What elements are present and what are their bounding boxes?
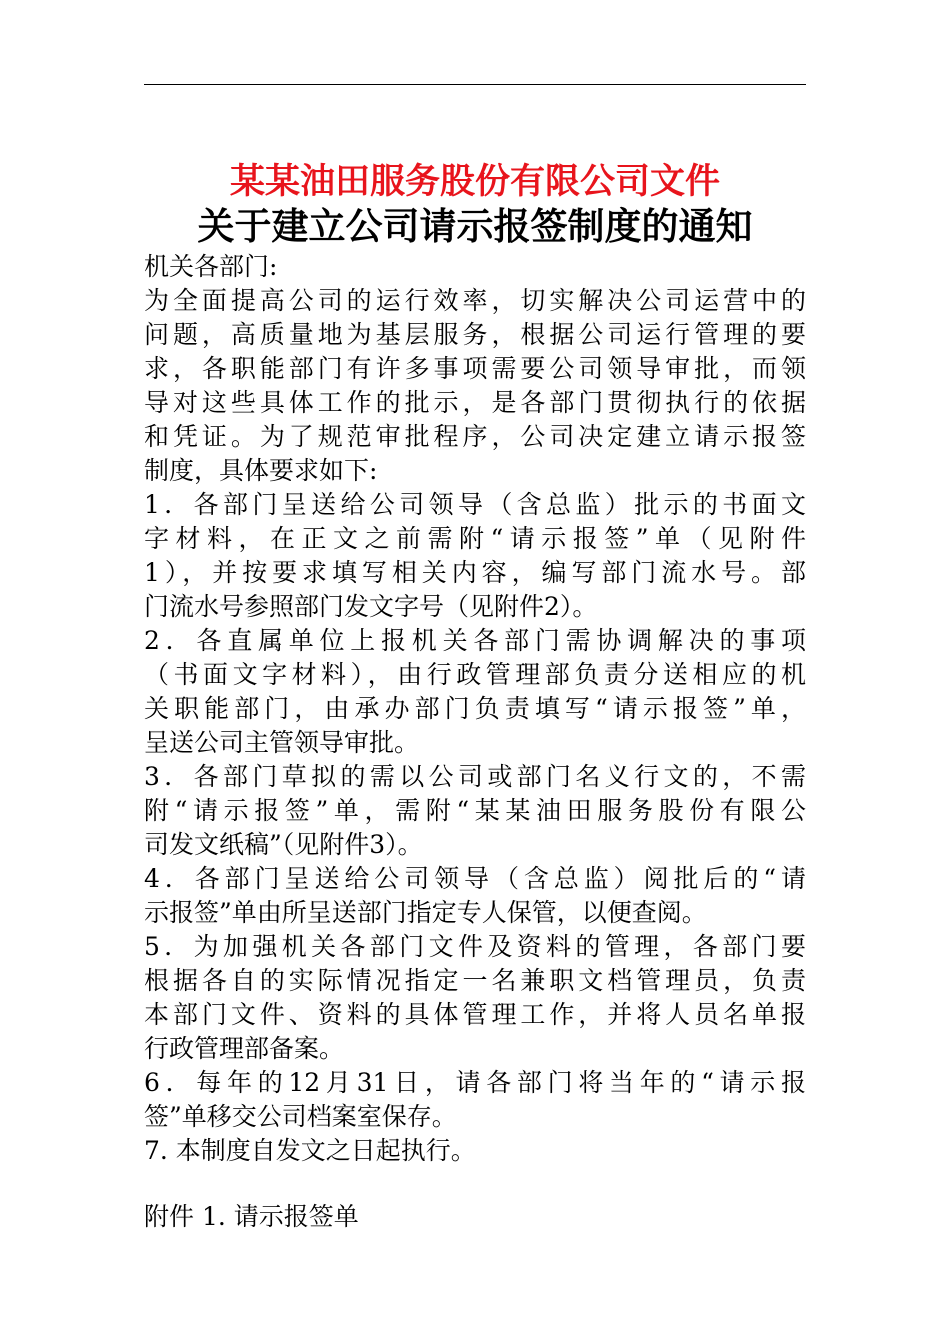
paragraph-line: 附“请示报签”单，需附“某某油田服务股份有限公 <box>144 796 806 825</box>
paragraph-line: 签”单移交公司档案室保存。 <box>144 1102 457 1131</box>
paragraph-line: 字材料，在正文之前需附“请示报签”单（见附件 <box>144 524 806 553</box>
paragraph-line: 1），并按要求填写相关内容，编写部门流水号。部 <box>144 558 806 587</box>
paragraph-line: 门流水号参照部门发文字号（见附件2）。 <box>144 592 598 621</box>
paragraph-line: 6．每年的12月31日，请各部门将当年的“请示报 <box>144 1068 806 1097</box>
doc-title: 关于建立公司请示报签制度的通知 <box>197 204 753 248</box>
document-body <box>144 250 806 1234</box>
attachment-line: 附件 1. 请示报签单 <box>144 1202 359 1231</box>
paragraph-line: 司发文纸稿”（见附件3）。 <box>144 830 423 859</box>
list-item-4 <box>144 862 806 930</box>
salutation: 机关各部门: <box>144 252 278 281</box>
paragraph-line: 关职能部门，由承办部门负责填写“请示报签”单， <box>144 694 806 723</box>
list-item-7 <box>144 1134 806 1168</box>
list-item-6 <box>144 1066 806 1134</box>
paragraph-line: 行政管理部备案。 <box>144 1034 345 1063</box>
paragraph-line: 示报签”单由所呈送部门指定专人保管，以便查阅。 <box>144 898 707 927</box>
intro-paragraph <box>144 284 806 488</box>
paragraph-line: 1．各部门呈送给公司领导（含总监）批示的书面文 <box>144 490 806 519</box>
paragraph-line: 和凭证。为了规范审批程序，公司决定建立请示报签 <box>144 422 806 451</box>
paragraph-line: 导对这些具体工作的批示，是各部门贯彻执行的依据 <box>144 388 806 417</box>
paragraph-line: 为全面提高公司的运行效率，切实解决公司运营中的 <box>144 286 806 315</box>
list-item-3 <box>144 760 806 862</box>
list-item-5 <box>144 930 806 1066</box>
paragraph-line: 根据各自的实际情况指定一名兼职文档管理员，负责 <box>144 966 806 995</box>
paragraph-line: 7. 本制度自发文之日起执行。 <box>144 1136 476 1165</box>
paragraph-line: 本部门文件、资料的具体管理工作，并将人员名单报 <box>144 1000 806 1029</box>
paragraph-line: 问题，高质量地为基层服务，根据公司运行管理的要 <box>144 320 806 349</box>
paragraph-line: 4．各部门呈送给公司领导（含总监）阅批后的“请 <box>144 864 806 893</box>
paragraph-gap <box>144 1168 806 1200</box>
paragraph-line: 呈送公司主管领导审批。 <box>144 728 420 757</box>
paragraph-line: 制度，具体要求如下: <box>144 456 378 485</box>
paragraph-line: 5．为加强机关各部门文件及资料的管理，各部门要 <box>144 932 806 961</box>
list-item-1 <box>144 488 806 624</box>
paragraph-line: （书面文字材料），由行政管理部负责分送相应的机 <box>144 660 806 689</box>
paragraph-line: 2．各直属单位上报机关各部门需协调解决的事项 <box>144 626 806 655</box>
paragraph-line: 求，各职能部门有许多事项需要公司领导审批，而领 <box>144 354 806 383</box>
header-rule <box>144 84 806 85</box>
paragraph-line: 3．各部门草拟的需以公司或部门名义行文的，不需 <box>144 762 806 791</box>
list-item-2 <box>144 624 806 760</box>
org-title: 某某油田服务股份有限公司文件 <box>229 162 720 202</box>
